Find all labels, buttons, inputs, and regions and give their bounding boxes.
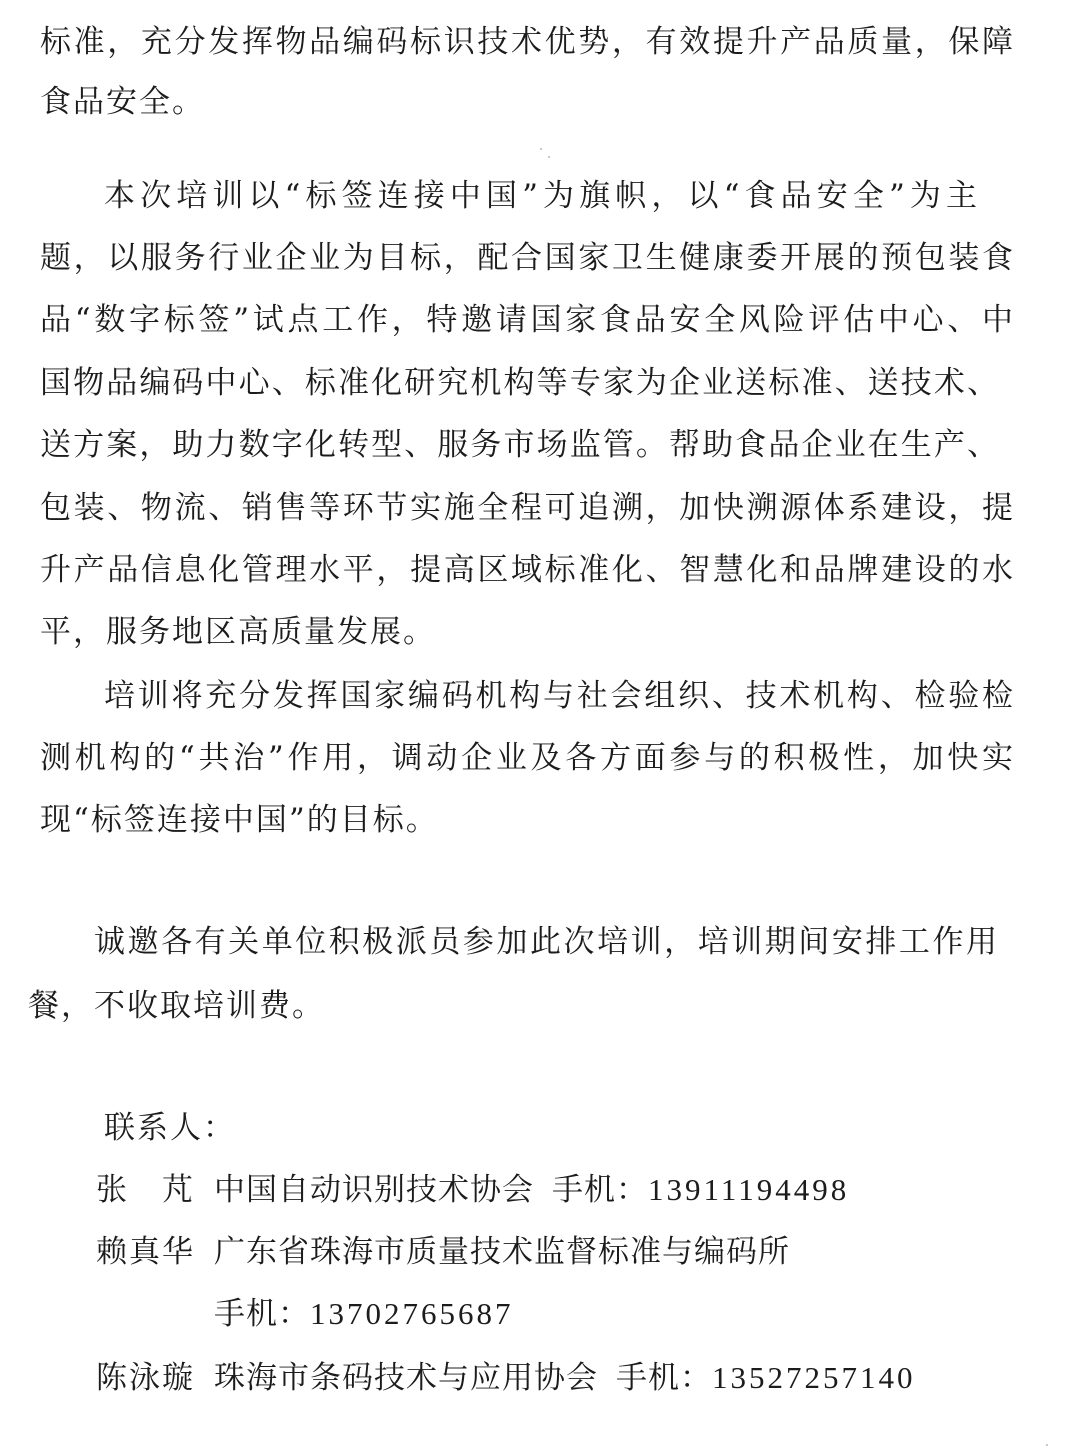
paragraph-2-line-8: 平，服务地区高质量发展。 bbox=[40, 614, 436, 650]
paragraph-2-line-6: 包装、物流、销售等环节实施全程可追溯，加快溯源体系建设，提 bbox=[40, 490, 1015, 526]
paragraph-2-line-3: 品“数字标签”试点工作，特邀请国家食品安全风险评估中心、中 bbox=[40, 302, 1015, 338]
contact-1-phone: 13911194498 bbox=[648, 1172, 850, 1207]
contact-2-name: 赖真华 bbox=[96, 1234, 195, 1270]
contacts-heading: 联系人： bbox=[104, 1110, 236, 1146]
scan-speck bbox=[548, 156, 550, 158]
contact-3-detail bbox=[214, 1358, 916, 1398]
scan-speck bbox=[540, 148, 542, 150]
contact-2-phone-line bbox=[214, 1294, 514, 1334]
paragraph-3-line-2: 测机构的“共治”作用，调动企业及各方面参与的积极性，加快实 bbox=[40, 740, 1015, 776]
paragraph-4-line-1: 诚邀各有关单位积极派员参加此次培训，培训期间安排工作用 bbox=[94, 924, 999, 960]
contact-2-phone-label: 手机： bbox=[214, 1296, 310, 1332]
contact-1-detail bbox=[214, 1170, 849, 1210]
contact-2-phone: 13702765687 bbox=[310, 1296, 514, 1331]
paragraph-1-line-2: 食品安全。 bbox=[40, 84, 205, 120]
paragraph-4-line-2: 餐，不收取培训费。 bbox=[28, 988, 325, 1024]
contact-3-phone-label: 手机： bbox=[616, 1360, 712, 1396]
contact-2-org: 广东省珠海市质量技术监督标准与编码所 bbox=[214, 1234, 790, 1270]
contact-1-org: 中国自动识别技术协会 bbox=[214, 1172, 534, 1208]
paragraph-2-line-1: 本次培训以“标签连接中国”为旗帜，以“食品安全”为主 bbox=[104, 178, 979, 214]
paragraph-2-line-5: 送方案，助力数字化转型、服务市场监管。帮助食品企业在生产、 bbox=[40, 427, 1000, 463]
contact-3-phone: 13527257140 bbox=[712, 1360, 916, 1395]
paragraph-2-line-2: 题，以服务行业企业为目标，配合国家卫生健康委开展的预包装食 bbox=[40, 240, 1015, 276]
paragraph-3-line-1: 培训将充分发挥国家编码机构与社会组织、技术机构、检验检 bbox=[104, 678, 1015, 714]
contact-1-phone-label: 手机： bbox=[552, 1172, 648, 1208]
contact-1-name: 张 芃 bbox=[96, 1172, 195, 1208]
paragraph-2-line-7: 升产品信息化管理水平，提高区域标准化、智慧化和品牌建设的水 bbox=[40, 552, 1015, 588]
paragraph-1-line-1: 标准，充分发挥物品编码标识技术优势，有效提升产品质量，保障 bbox=[40, 24, 1015, 60]
scan-speck bbox=[1046, 1444, 1048, 1446]
paragraph-2-line-4: 国物品编码中心、标准化研究机构等专家为企业送标准、送技术、 bbox=[40, 365, 1000, 401]
contact-3-name: 陈泳璇 bbox=[96, 1360, 195, 1396]
paragraph-3-line-3: 现“标签连接中国”的目标。 bbox=[40, 802, 439, 838]
contact-3-org: 珠海市条码技术与应用协会 bbox=[214, 1360, 598, 1396]
